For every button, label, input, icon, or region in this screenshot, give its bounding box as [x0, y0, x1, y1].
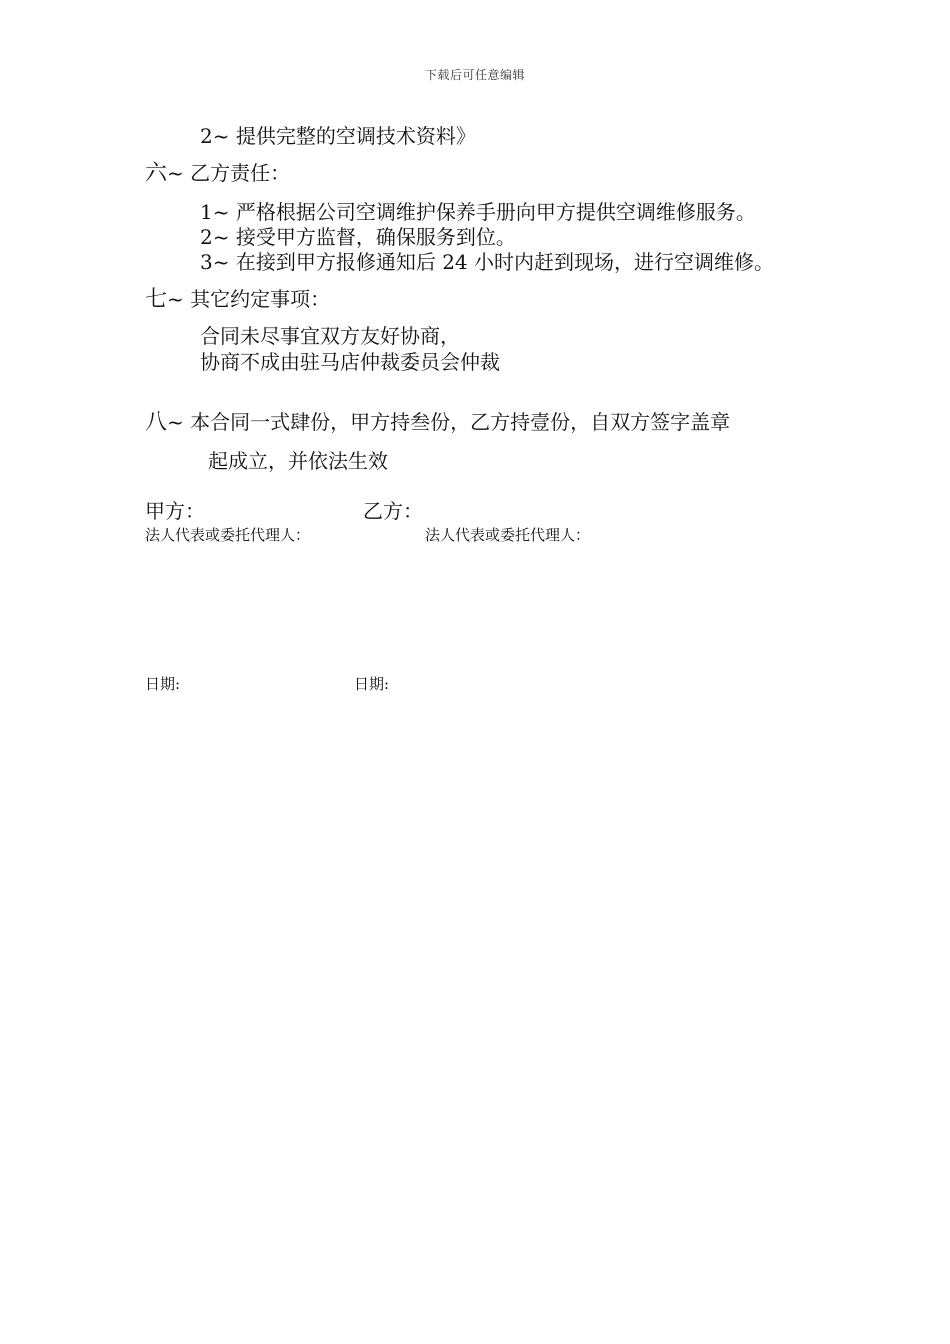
section-7-title: ~ 其它约定事项： — [167, 287, 331, 311]
section-7-line-1: 合同未尽事宜双方友好协商， — [200, 324, 460, 348]
section-6-item-1: 1~ 严格根据公司空调维护保养手册向甲方提供空调维修服务。 — [200, 200, 756, 224]
section-8-heading — [145, 412, 730, 434]
section-8-number: 八 — [145, 410, 168, 435]
party-a-date-label: 日期: — [145, 675, 181, 693]
section-7-line-2: 协商不成由驻马店仲裁委员会仲裁 — [200, 350, 500, 374]
section-6-heading — [145, 163, 290, 185]
party-a-representative-label: 法人代表或委托代理人： — [145, 526, 311, 544]
party-b-label: 乙方： — [363, 499, 423, 523]
section-6-item-2: 2~ 接受甲方监督，确保服务到位。 — [200, 225, 516, 249]
section-6-number: 六 — [145, 161, 168, 186]
section-7-number: 七 — [145, 287, 168, 312]
section-7-heading — [145, 289, 330, 311]
section-6-item-3: 3~ 在接到甲方报修通知后 24 小时内赶到现场，进行空调维修。 — [200, 250, 775, 274]
section-8-text: ~ 本合同一式肆份，甲方持叁份，乙方持壹份，自双方签字盖章 — [167, 410, 731, 434]
party-a-label: 甲方： — [145, 499, 205, 523]
page-header-watermark: 下载后可任意编辑 — [424, 68, 525, 82]
item-provide-technical-docs: 2~ 提供完整的空调技术资料》 — [200, 124, 476, 148]
party-b-date-label: 日期: — [354, 675, 390, 693]
section-6-title: ~ 乙方责任： — [167, 161, 291, 185]
section-8-continuation: 起成立，并依法生效 — [208, 449, 388, 473]
party-b-representative-label: 法人代表或委托代理人： — [425, 526, 591, 544]
